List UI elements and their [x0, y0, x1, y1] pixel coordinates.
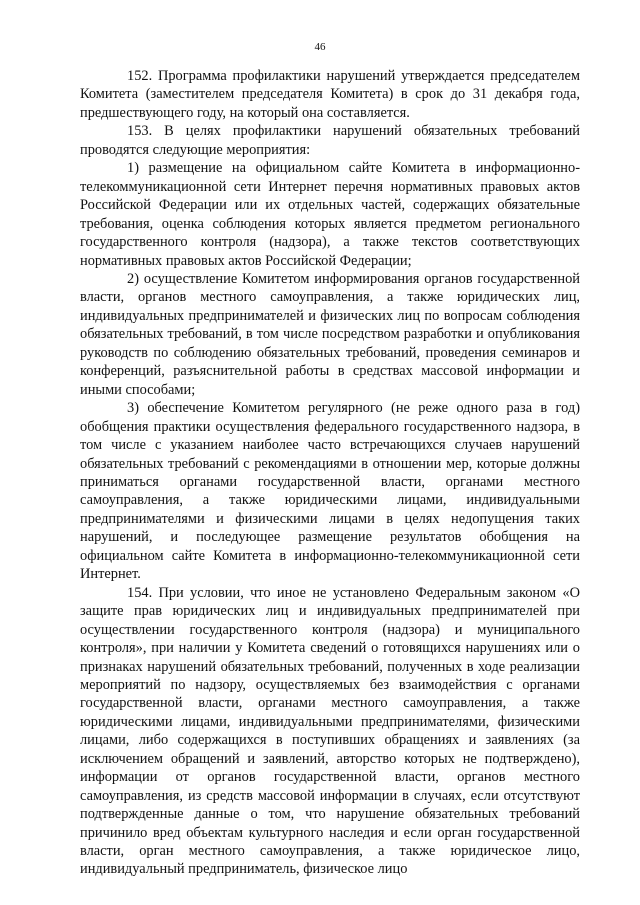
paragraph-153-item-2: 2) осуществление Комитетом информирования органов государственной власти, органов местного самоуправления, а также юридических лиц, индивидуальных предпринимателей и физических лиц по вопросам соблюдения обязательных требований, в том числе посредством разработки и опубликования руководств по соблюдению обязательных требований, проведения семинаров и конференций, разъяснительной работы в средствах массовой информации и иными способами;	[80, 270, 580, 398]
paragraph-153-item-3: 3) обеспечение Комитетом регулярного (не реже одного раза в год) обобщения практики осуществления федерального государственного надзора, в том числе с указанием наиболее часто встречающихся случаев нарушений обязательных требований с рекомендациями в отношении мер, которые должны приниматься органами государственной власти, органами местного самоуправления, а также юридическими лицами, индивидуальными предпринимателями и физическими лицами в целях недопущения таких нарушений, и последующее размещение результатов обобщения на официальном сайте Комитета в информационно-телекоммуникационной сети Интернет.	[80, 400, 580, 583]
paragraph-152: 152. Программа профилактики нарушений утверждается председателем Комитета (заместителем председателя Комитета) в срок до 31 декабря года, предшествующего году, на который она составляется.	[80, 68, 580, 121]
paragraph-153: 153. В целях профилактики нарушений обязательных требований проводятся следующие мероприятия:	[80, 123, 580, 158]
document-body	[80, 67, 580, 879]
paragraph-154: 154. При условии, что иное не установлено Федеральным законом «О защите прав юридических лиц и индивидуальных предпринимателей при осуществлении государственного контроля (надзора) и муниципального контроля», при наличии у Комитета сведений о готовящихся нарушениях или о признаках нарушений обязательных требований, полученных в ходе реализации мероприятий по надзору, осуществляемых без взаимодействия с органами государственной власти, органами местного самоуправления, а также юридическими лицами, индивидуальными предпринимателями, физическими лицами, либо содержащихся в поступивших обращениях и заявлениях (за исключением обращений и заявлений, авторство которых не подтверждено), информации от органов государственной власти, органов местного самоуправления, из средств массовой информации в случаях, если отсутствуют подтвержденные данные о том, что нарушение обязательных требований причинило вред объектам культурного наследия и если орган государственной власти, орган местного самоуправления, а также юридическое лицо, индивидуальный предприниматель, физическое лицо	[80, 584, 580, 878]
page-number: 46	[314, 41, 326, 53]
paragraph-153-item-1: 1) размещение на официальном сайте Комитета в информационно-телекоммуникационной сети Интернет перечня нормативных правовых актов Российской Федерации или их отдельных частей, содержащих обязательные требования, оценка соблюдения которых является предметом регионального государственного контроля (надзора), а также текстов соответствующих нормативных правовых актов Российской Федерации;	[80, 160, 580, 269]
